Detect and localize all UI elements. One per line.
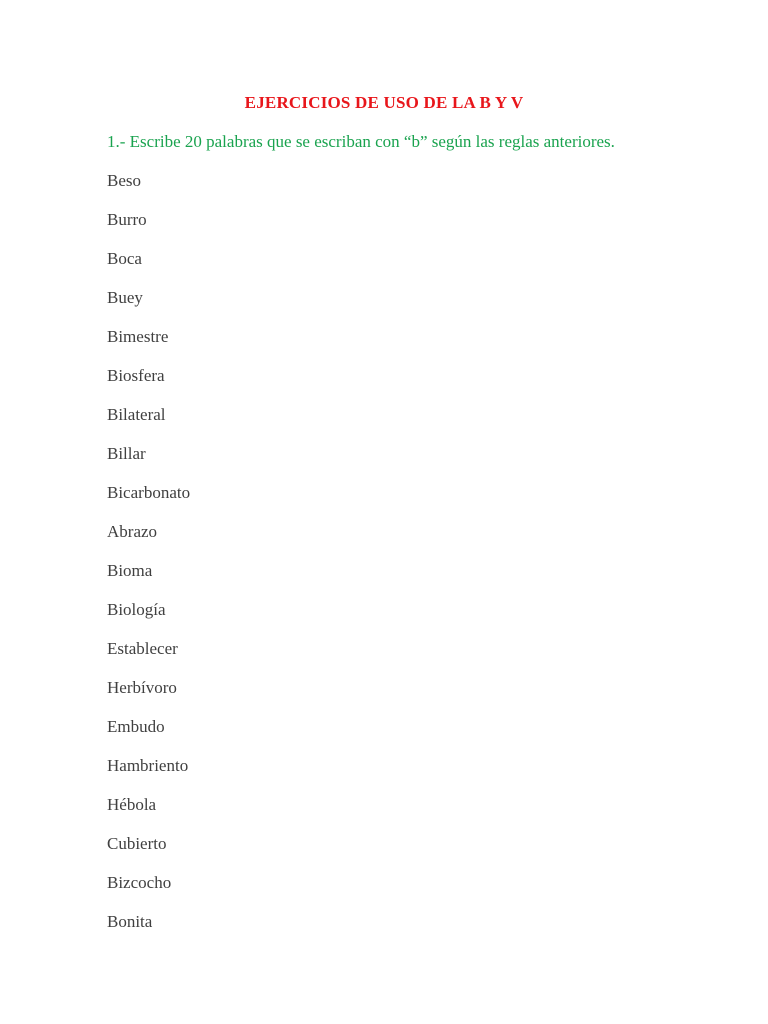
word-item: Bioma: [107, 561, 153, 580]
word-item: Billar: [107, 444, 146, 463]
word-item: Bonita: [107, 912, 153, 931]
word-item: Biología: [107, 600, 166, 619]
word-item: Bizcocho: [107, 873, 172, 892]
exercise-instruction: 1.- Escribe 20 palabras que se escriban con “b” según las reglas anteriores.: [107, 132, 615, 151]
document-title: EJERCICIOS DE USO DE LA B Y V: [244, 93, 524, 112]
word-item: Beso: [107, 171, 141, 190]
word-item: Establecer: [107, 639, 178, 658]
word-item: Abrazo: [107, 522, 158, 541]
word-item: Biosfera: [107, 366, 165, 385]
word-item: Hébola: [107, 795, 157, 814]
word-item: Hambriento: [107, 756, 189, 775]
word-item: Bimestre: [107, 327, 169, 346]
word-item: Bilateral: [107, 405, 166, 424]
word-item: Buey: [107, 288, 143, 307]
word-item: Cubierto: [107, 834, 167, 853]
word-item: Embudo: [107, 717, 165, 736]
word-item: Boca: [107, 249, 142, 268]
word-item: Burro: [107, 210, 147, 229]
word-item: Bicarbonato: [107, 483, 191, 502]
word-item: Herbívoro: [107, 678, 177, 697]
word-list: [107, 171, 190, 951]
